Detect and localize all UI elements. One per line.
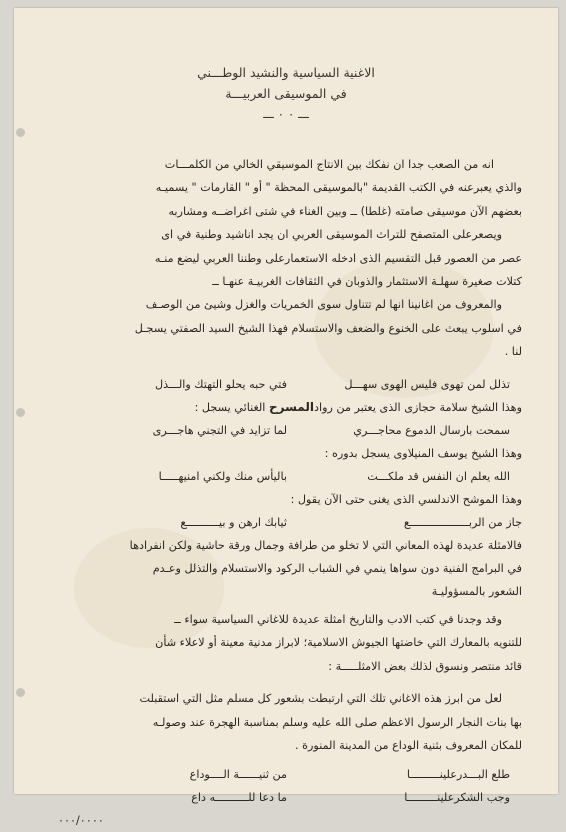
text-line: وقد وجدنا في كتب الادب والتاريخ امثلة عديدة للاغاني السياسية سواء ــ xyxy=(174,612,502,626)
text-line: بعضهم الآن موسيقى صامته (غلطا) ــ وبين الغناء في شتى اغراضــه ومشاربه xyxy=(168,204,522,218)
document-title: الاغنية السياسية والنشيد الوطـــني xyxy=(197,65,375,80)
text-line: انه من الصعب جدا ان نفكك بين الانتاج الموسيقي الخالي من الكلمـــات xyxy=(164,158,494,171)
binder-hole xyxy=(16,408,25,417)
text-line: لعل من ابرز هذه الاغاني تلك التي ارتبطت بشعور كل مسلم مثل التي استقبلت xyxy=(139,692,502,706)
verse-line xyxy=(58,763,522,786)
text-line: والذي يعبرعنه في الكتب القديمة "بالموسيقى المحظة " أو " القارمات " يسميـه xyxy=(155,181,522,195)
text-line: بها بنات النجار الرسول الاعظم صلى الله عليه وسلم بمناسبة الهجرة عند وصولـه xyxy=(152,715,522,729)
paragraph-examples xyxy=(58,534,522,604)
paragraph-intro xyxy=(58,153,522,293)
verse-second-hemistich: ما دعا للــــــــــه داع xyxy=(191,791,287,805)
text-line: للتنويه بالمعارك التي خاضتها الجيوش الاسلامية؛ لابراز مدنية معينة أو لاعلاء شأن xyxy=(155,636,522,650)
text-line: في اسلوب يبعث على الخنوع والضعف والاستسلام فهذا الشيخ السيد الصفتي يسجـل xyxy=(134,321,522,335)
document-title-block xyxy=(14,62,558,125)
verse-first-hemistich: تذلل لمن تهوى فليس الهوى سهـــل xyxy=(344,377,510,391)
text-line: الشعور بالمسؤوليـة xyxy=(431,585,522,599)
verse-second-hemistich: من ثنيــــــة الــــوداع xyxy=(189,768,287,782)
verse-line xyxy=(58,465,522,488)
verse-second-hemistich: لما تزايد في التجني هاجـــرى xyxy=(152,423,287,437)
title-separator: ـــ ٠ ٠ ـــ xyxy=(263,107,309,121)
text-line: فالامثلة عديدة لهذه المعاني التي لا تخلو من طرافة وجمال ورقة حاشية ولكن انفرادها xyxy=(129,538,522,552)
text-line: كتلات صغيرة سهلـة الاستثمار والذوبان في الثقافات الغربيـة عنهـا ــ xyxy=(212,275,522,289)
verse-second-hemistich: فتي حبه يحلو التهتك والـــذل xyxy=(155,377,287,391)
binder-hole xyxy=(16,128,25,137)
continuation-mark: ٠٠٠/٠٠٠٠ xyxy=(58,814,104,828)
document-subtitle: في الموسيقى العربيـــة xyxy=(225,86,347,101)
verse-first-hemistich: وجب الشكرعلينـــــــــا xyxy=(404,791,510,805)
binder-hole xyxy=(16,688,25,697)
verse-first-hemistich: طلع البـــدرعلينـــــــــا xyxy=(406,768,510,782)
text-line: والمعروف من اغانينا انها لم تتناول سوى الخمريات والغزل وشيئ من الوصـف xyxy=(145,298,502,312)
verse-line xyxy=(58,373,522,396)
verse-line xyxy=(58,786,522,809)
document-body xyxy=(58,153,522,832)
text-line: للمكان المعروف بثنية الوداع من المدينة المنورة . xyxy=(295,738,522,752)
verse-first-hemistich: سمحت بارسال الدموع محاجـــري xyxy=(353,423,510,437)
text-line: وهذا الشيخ يوسف المنيلاوى يسجل بدوره : xyxy=(324,446,522,460)
verse-second-hemistich: ثيابك ارهن و بيــــــــــع xyxy=(180,515,287,529)
paragraph-songs xyxy=(58,293,522,363)
text-line: وهذا الموشح الاندلسي الذى يغنى حتى الآن يقول : xyxy=(290,492,522,506)
verse-line xyxy=(58,511,522,534)
text-line: ويصعرعلى المتصفح للتراث الموسيقى العربي ان يجد اناشيد وطنية في اى xyxy=(161,228,502,242)
text-line: لنا . xyxy=(504,345,522,359)
text-line: في البرامج الفنية دون سواها ينمي في الشباب الركود والاستسلام والتذلل وعـدم xyxy=(152,562,522,576)
text-line: عصر من العصور قبل التقسيم الذى ادخله الاستعمارعلى وطننا العربي ليضع منـه xyxy=(154,251,522,265)
bold-word: المسرح xyxy=(268,399,314,414)
verse-first-hemistich: جاز من الربــــــــــــــــــع xyxy=(403,515,522,529)
paragraph-political-songs xyxy=(58,608,522,678)
text-line: وهذا الشيخ سلامة حجازى الذى يعتبر من روادالمسرح الغنائي يسجل : xyxy=(194,399,522,414)
verse-first-hemistich: الله يعلم ان النفس قد ملكـــت xyxy=(367,469,510,483)
verse-second-hemistich: باليأس منك ولكني امنيهـــــا xyxy=(158,469,287,483)
verse-line xyxy=(58,419,522,442)
paragraph-hijra xyxy=(58,687,522,757)
text-line: قائد منتصر ونسوق لذلك بعض الامثلـــــة : xyxy=(328,659,522,673)
document-page xyxy=(14,8,558,828)
